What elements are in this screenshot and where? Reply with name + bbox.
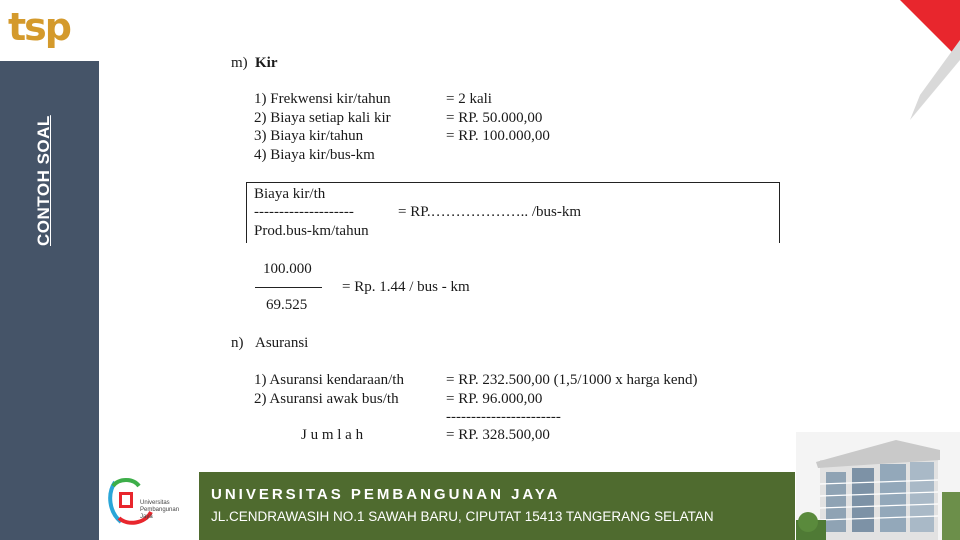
asuransi-item-label: 1) Asuransi kendaraan/th: [254, 372, 404, 388]
kir-item-label: 3) Biaya kir/tahun: [254, 128, 364, 144]
kir-item-value: = RP. 50.000,00: [446, 110, 543, 126]
asuransi-item-value: = RP. 232.500,00 (1,5/1000 x harga kend): [446, 372, 698, 388]
formula-denominator: Prod.bus-km/tahun: [254, 223, 369, 239]
kir-item-label: 1) Frekwensi kir/tahun: [254, 91, 391, 107]
kir-item-value: = RP. 100.000,00: [446, 128, 550, 144]
footer-bar: [199, 472, 795, 540]
asuransi-item-label: 2) Asuransi awak bus/th: [254, 391, 399, 407]
kir-item-label: 2) Biaya setiap kali kir: [254, 110, 391, 126]
footer-address: JL.CENDRAWASIH NO.1 SAWAH BARU, CIPUTAT 15413 TANGERANG SELATAN: [211, 509, 714, 524]
tsp-logo: tsp: [8, 5, 70, 49]
kir-item-value: = 2 kali: [446, 91, 492, 107]
total-label: J u m l a h: [301, 427, 364, 443]
building-photo: [796, 432, 960, 540]
formula-result: = RP.……………….. /bus-km: [398, 204, 582, 220]
calc-denominator: 69.525: [266, 297, 308, 313]
total-value: = RP. 328.500,00: [446, 427, 550, 443]
section-m-prefix: m): [231, 55, 248, 71]
sum-separator: -----------------------: [446, 409, 561, 425]
calc-numerator: 100.000: [263, 261, 312, 277]
formula-numerator: Biaya kir/th: [254, 186, 326, 202]
section-n-prefix: n): [231, 335, 244, 351]
kir-item-label: 4) Biaya kir/bus-km: [254, 147, 375, 163]
calc-result: = Rp. 1.44 / bus - km: [342, 279, 470, 295]
section-n-heading: Asuransi: [255, 335, 309, 351]
footer-university: UNIVERSITAS PEMBANGUNAN JAYA: [211, 486, 561, 503]
upj-logo-caption: Universitas Pembangunan Jaya: [140, 500, 180, 520]
formula-dashes: --------------------: [254, 204, 354, 220]
side-title: CONTOH SOAL: [34, 115, 53, 246]
fraction-line: [255, 287, 322, 288]
section-m-heading: Kir: [255, 55, 278, 71]
asuransi-item-value: = RP. 96.000,00: [446, 391, 543, 407]
